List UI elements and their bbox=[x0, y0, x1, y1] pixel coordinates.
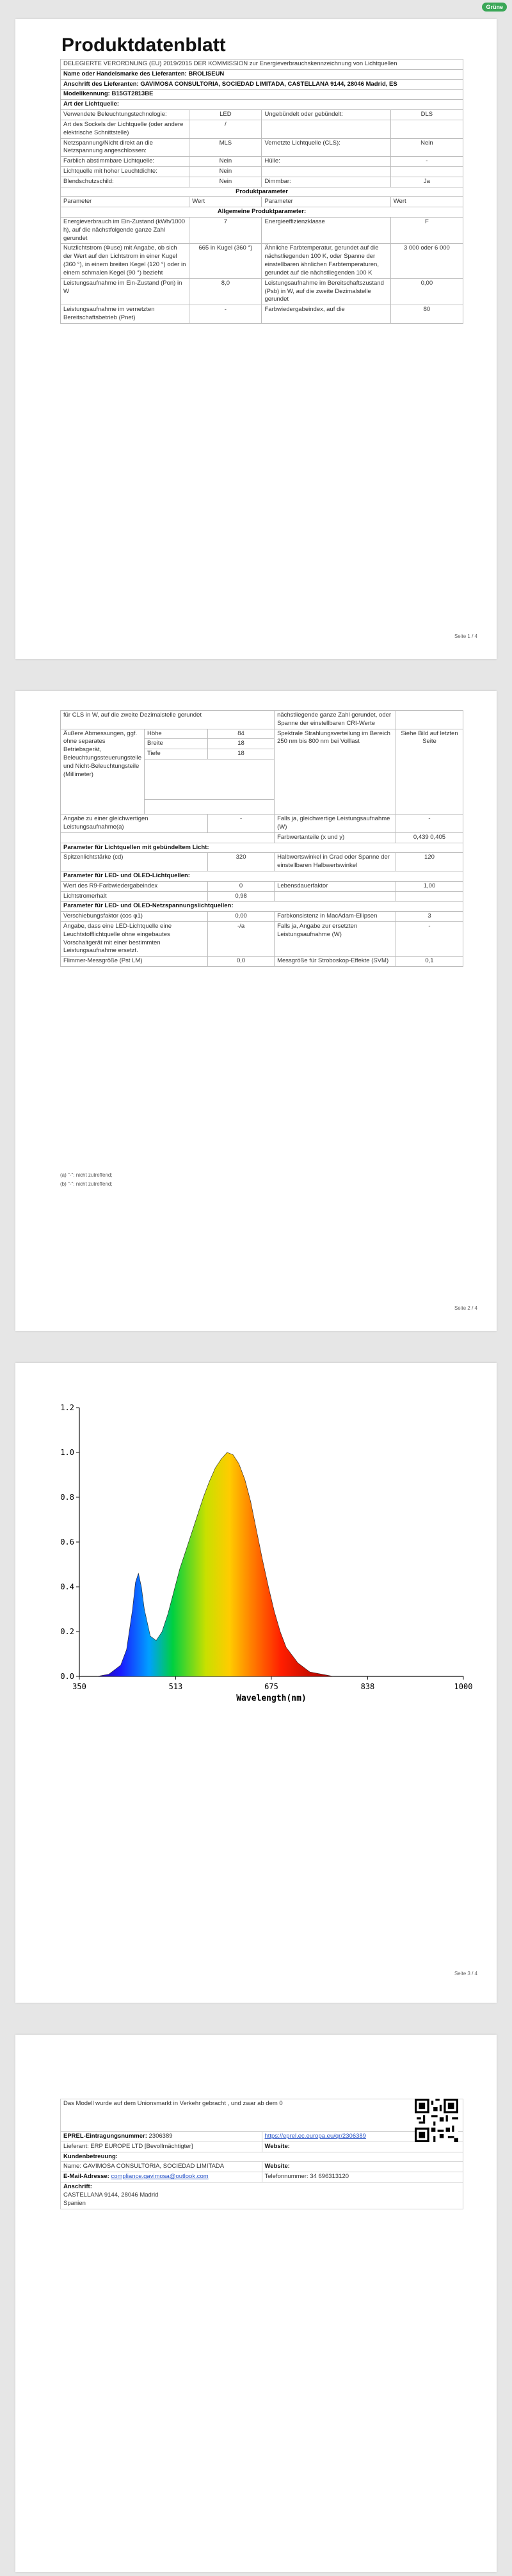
table-cell: 18 bbox=[208, 749, 275, 759]
page-number: Seite 1 / 4 bbox=[454, 633, 477, 639]
table-cell: Lebensdauerfaktor bbox=[275, 881, 396, 891]
table-cell: Nein bbox=[189, 157, 262, 167]
intro-text: Das Modell wurde auf dem Unionsmarkt in Verkehr gebracht , und zwar ab dem 0 bbox=[61, 2099, 463, 2132]
table-cell: 0,98 bbox=[208, 891, 275, 902]
table-cell bbox=[145, 800, 275, 815]
x-tick-label: 350 bbox=[72, 1682, 86, 1691]
document-page-3 bbox=[15, 1363, 497, 2003]
table-cell bbox=[396, 891, 463, 902]
table-cell: / bbox=[189, 120, 262, 138]
table-cell: 665 in Kugel (360 °) bbox=[189, 244, 262, 278]
table-cell: Angabe, dass eine LED-Lichtquelle eine Leuchtstofflichtquelle ohne eingebautes Vorschaltgerät mit einer bestimmten Leistungsaufnahme ersetzt. bbox=[61, 922, 208, 957]
table-cell bbox=[262, 166, 390, 177]
product-params-table bbox=[60, 710, 463, 967]
table-cell: Verschiebungsfaktor (cos φ1) bbox=[61, 912, 208, 922]
table-cell: Tiefe bbox=[145, 749, 208, 759]
table-cell: 3 000 oder 6 000 bbox=[390, 244, 463, 278]
x-tick-label: 838 bbox=[360, 1682, 375, 1691]
document-page-4 bbox=[15, 2035, 497, 2572]
mains-header: Parameter für LED- und OLED-Netzspannungslichtquellen: bbox=[61, 902, 463, 912]
y-tick-label: 0.2 bbox=[60, 1627, 74, 1636]
table-cell: Blendschutzschild: bbox=[61, 177, 189, 187]
table-cell bbox=[396, 711, 463, 729]
y-tick-label: 0.0 bbox=[60, 1672, 74, 1681]
table-cell: 8,0 bbox=[189, 278, 262, 305]
y-tick-label: 0.8 bbox=[60, 1493, 74, 1502]
table-cell: 120 bbox=[396, 853, 463, 871]
table-cell: Falls ja, gleichwertige Leistungsaufnahme (W) bbox=[275, 815, 396, 833]
table-cell: - bbox=[189, 305, 262, 324]
table-cell: Farbkonsistenz in MacAdam-Ellipsen bbox=[275, 912, 396, 922]
supplier-text: Lieferant: ERP EUROPE LTD [Bevollmächtigter] bbox=[61, 2142, 262, 2152]
table-cell: -/a bbox=[208, 922, 275, 957]
params-header: Produktparameter bbox=[61, 187, 463, 197]
document-page-2 bbox=[15, 691, 497, 1331]
type-header: Art der Lichtquelle: bbox=[61, 100, 463, 110]
table-cell bbox=[275, 891, 396, 902]
beam-header: Parameter für Lichtquellen mit gebündeltem Licht: bbox=[61, 843, 463, 853]
table-cell: 3 bbox=[396, 912, 463, 922]
table-cell: 0,00 bbox=[208, 912, 275, 922]
table-cell: 1,00 bbox=[396, 881, 463, 891]
spectrum-area bbox=[97, 1452, 333, 1676]
table-cell: Farbwiedergabeindex, auf die bbox=[262, 305, 390, 324]
table-cell: Ungebündelt oder gebündelt: bbox=[262, 110, 390, 120]
table-cell: Spitzenlichtstärke (cd) bbox=[61, 853, 208, 871]
table-cell: MLS bbox=[189, 138, 262, 157]
y-tick-label: 0.4 bbox=[60, 1582, 74, 1591]
table-cell: Ähnliche Farbtemperatur, gerundet auf die nächstliegenden 100 K, oder Spanne der einstellbaren ähnlichen Farbtemperaturen, gerundet auf die nächstliegenden 100 K bbox=[262, 244, 390, 278]
table-cell: Spektrale Strahlungsverteilung im Bereich 250 nm bis 800 nm bei Volllast bbox=[275, 729, 396, 814]
y-tick-label: 1.0 bbox=[60, 1448, 74, 1457]
table-cell: Dimmbar: bbox=[262, 177, 390, 187]
table-cell: 320 bbox=[208, 853, 275, 871]
table-cell: Nein bbox=[390, 138, 463, 157]
spectrum-chart bbox=[41, 1395, 476, 1715]
table-cell: Wert des R9-Farbwiedergabeindex bbox=[61, 881, 208, 891]
phone-text: Telefonnummer: 34 696313120 bbox=[262, 2172, 463, 2182]
table-cell: 0,439 0,405 bbox=[396, 832, 463, 843]
reg-value: 2306389 bbox=[148, 2133, 173, 2140]
document-page-1 bbox=[15, 19, 497, 659]
viewer-badge[interactable]: Grüne bbox=[482, 3, 507, 12]
table-cell: 0,1 bbox=[396, 957, 463, 967]
address-label: Anschrift: bbox=[63, 2183, 92, 2191]
eprel-link[interactable]: https://eprel.ec.europa.eu/qr/2306389 bbox=[264, 2133, 366, 2140]
page-number: Seite 3 / 4 bbox=[454, 1971, 477, 1976]
table-cell: 18 bbox=[208, 739, 275, 749]
table-cell: Hülle: bbox=[262, 157, 390, 167]
col-header: Parameter bbox=[61, 197, 189, 207]
table-cell: - bbox=[208, 815, 275, 833]
table-cell: Flimmer-Messgröße (Pst LM) bbox=[61, 957, 208, 967]
table-cell: Leistungsaufnahme im Bereitschaftszustand (Psb) in W, auf die zweite Dezimalstelle gerundet bbox=[262, 278, 390, 305]
table-cell: Energieeffizienzklasse bbox=[262, 218, 390, 244]
table-cell: Vernetzte Lichtquelle (CLS): bbox=[262, 138, 390, 157]
x-tick-label: 1000 bbox=[454, 1682, 473, 1691]
email-label: E-Mail-Adresse: bbox=[63, 2173, 109, 2181]
y-tick-label: 1.2 bbox=[60, 1403, 74, 1412]
eprel-table bbox=[60, 2099, 463, 2209]
table-cell: Leistungsaufnahme im vernetzten Bereitschaftsbetrieb (Pnet) bbox=[61, 305, 189, 324]
table-cell: Lichtquelle mit hoher Leuchtdichte: bbox=[61, 166, 189, 177]
table-cell: Breite bbox=[145, 739, 208, 749]
general-header: Allgemeine Produktparameter: bbox=[61, 207, 463, 218]
table-cell: 7 bbox=[189, 218, 262, 244]
support-label: Kundenbetreuung: bbox=[61, 2152, 463, 2162]
table-cell: 80 bbox=[390, 305, 463, 324]
regulation-text: DELEGIERTE VERORDNUNG (EU) 2019/2015 DER KOMMISSION zur Energieverbrauchskennzeichnung von Lichtquellen bbox=[61, 60, 463, 70]
table-cell: Messgröße für Stroboskop-Effekte (SVM) bbox=[275, 957, 396, 967]
company-name: Name: GAVIMOSA CONSULTORIA, SOCIEDAD LIMITADA bbox=[61, 2162, 262, 2172]
x-tick-label: 675 bbox=[264, 1682, 278, 1691]
table-cell: Halbwertswinkel in Grad oder Spanne der einstellbaren Halbwertswinkel bbox=[275, 853, 396, 871]
table-cell: Angabe zu einer gleichwertigen Leistungsaufnahme(a) bbox=[61, 815, 208, 833]
col-header: Wert bbox=[390, 197, 463, 207]
table-cell: 84 bbox=[208, 729, 275, 739]
table-cell: Farbwertanteile (x und y) bbox=[275, 832, 396, 843]
website-label: Website: bbox=[262, 2162, 463, 2172]
table-cell: nächstliegende ganze Zahl gerundet, oder Spanne der einstellbaren CRI-Werte bbox=[275, 711, 396, 729]
table-cell: für CLS in W, auf die zweite Dezimalstelle gerundet bbox=[61, 711, 275, 729]
table-cell: Falls ja, Angabe zur ersetzten Leistungsaufnahme (W) bbox=[275, 922, 396, 957]
email-link[interactable]: compliance.gavimosa@outlook.com bbox=[111, 2173, 209, 2181]
page-number: Seite 2 / 4 bbox=[454, 1305, 477, 1311]
col-header: Parameter bbox=[262, 197, 390, 207]
table-cell: 0,00 bbox=[390, 278, 463, 305]
table-cell bbox=[61, 832, 275, 843]
model-text: Modellkennung: B15GT2813BE bbox=[61, 90, 463, 100]
table-cell bbox=[145, 759, 275, 800]
page-title: Produktdatenblatt bbox=[61, 35, 226, 56]
col-header: Wert bbox=[189, 197, 262, 207]
table-cell bbox=[262, 120, 390, 138]
table-cell: 0,0 bbox=[208, 957, 275, 967]
led-header: Parameter für LED- und OLED-Lichtquellen: bbox=[61, 871, 463, 881]
address-text: Anschrift des Lieferanten: GAVIMOSA CONSULTORIA, SOCIEDAD LIMITADA, CASTELLANA 9144, 28046 Madrid, ES bbox=[61, 79, 463, 90]
table-cell: Nutzlichtstrom (Φuse) mit Angabe, ob sich der Wert auf den Lichtstrom in einer Kugel (360 °), in einem breiten Kegel (120 °) oder in einem schmalen Kegel (90 °) bezieht bbox=[61, 244, 189, 278]
table-cell: - bbox=[390, 157, 463, 167]
x-tick-label: 513 bbox=[168, 1682, 183, 1691]
trademark-text: Name oder Handelsmarke des Lieferanten: BROLISEUN bbox=[61, 69, 463, 79]
table-cell: Ja bbox=[390, 177, 463, 187]
table-cell: - bbox=[396, 922, 463, 957]
table-cell: Nein bbox=[189, 166, 262, 177]
table-cell bbox=[390, 120, 463, 138]
table-cell: - bbox=[396, 815, 463, 833]
table-cell: Siehe Bild auf letzten Seite bbox=[396, 729, 463, 814]
table-cell: 0 bbox=[208, 881, 275, 891]
footnote-a: (a) "-": nicht zutreffend; bbox=[60, 1172, 113, 1178]
footnote-b: (b) "-": nicht zutreffend; bbox=[60, 1181, 113, 1187]
address-line: CASTELLANA 9144, 28046 Madrid bbox=[63, 2191, 159, 2198]
table-cell: Farblich abstimmbare Lichtquelle: bbox=[61, 157, 189, 167]
table-cell: Lichtstromerhalt bbox=[61, 891, 208, 902]
table-cell: Höhe bbox=[145, 729, 208, 739]
table-cell: Netzspannung/Nicht direkt an die Netzspannung angeschlossen: bbox=[61, 138, 189, 157]
y-tick-label: 0.6 bbox=[60, 1538, 74, 1546]
table-cell bbox=[390, 166, 463, 177]
x-axis-label: Wavelength(nm) bbox=[236, 1694, 307, 1703]
table-cell: Energieverbrauch im Ein-Zustand (kWh/1000 h), auf die nächstfolgende ganze Zahl gerundet bbox=[61, 218, 189, 244]
table-cell: LED bbox=[189, 110, 262, 120]
reg-label: EPREL-Eintragungsnummer: bbox=[63, 2133, 147, 2140]
product-info-table bbox=[60, 59, 463, 324]
table-cell: Äußere Abmessungen, ggf. ohne separates Betriebsgerät, Beleuchtungssteuerungsteile und Nicht-Beleuchtungsteile (Millimeter) bbox=[61, 729, 145, 814]
table-cell: F bbox=[390, 218, 463, 244]
table-cell: Art des Sockels der Lichtquelle (oder andere elektrische Schnittstelle) bbox=[61, 120, 189, 138]
website-label: Website: bbox=[262, 2142, 463, 2152]
address-country: Spanien bbox=[63, 2199, 86, 2207]
qr-code-icon[interactable] bbox=[415, 2099, 458, 2142]
table-cell: DLS bbox=[390, 110, 463, 120]
table-cell: Verwendete Beleuchtungstechnologie: bbox=[61, 110, 189, 120]
table-cell: Leistungsaufnahme im Ein-Zustand (Pon) in W bbox=[61, 278, 189, 305]
table-cell: Nein bbox=[189, 177, 262, 187]
